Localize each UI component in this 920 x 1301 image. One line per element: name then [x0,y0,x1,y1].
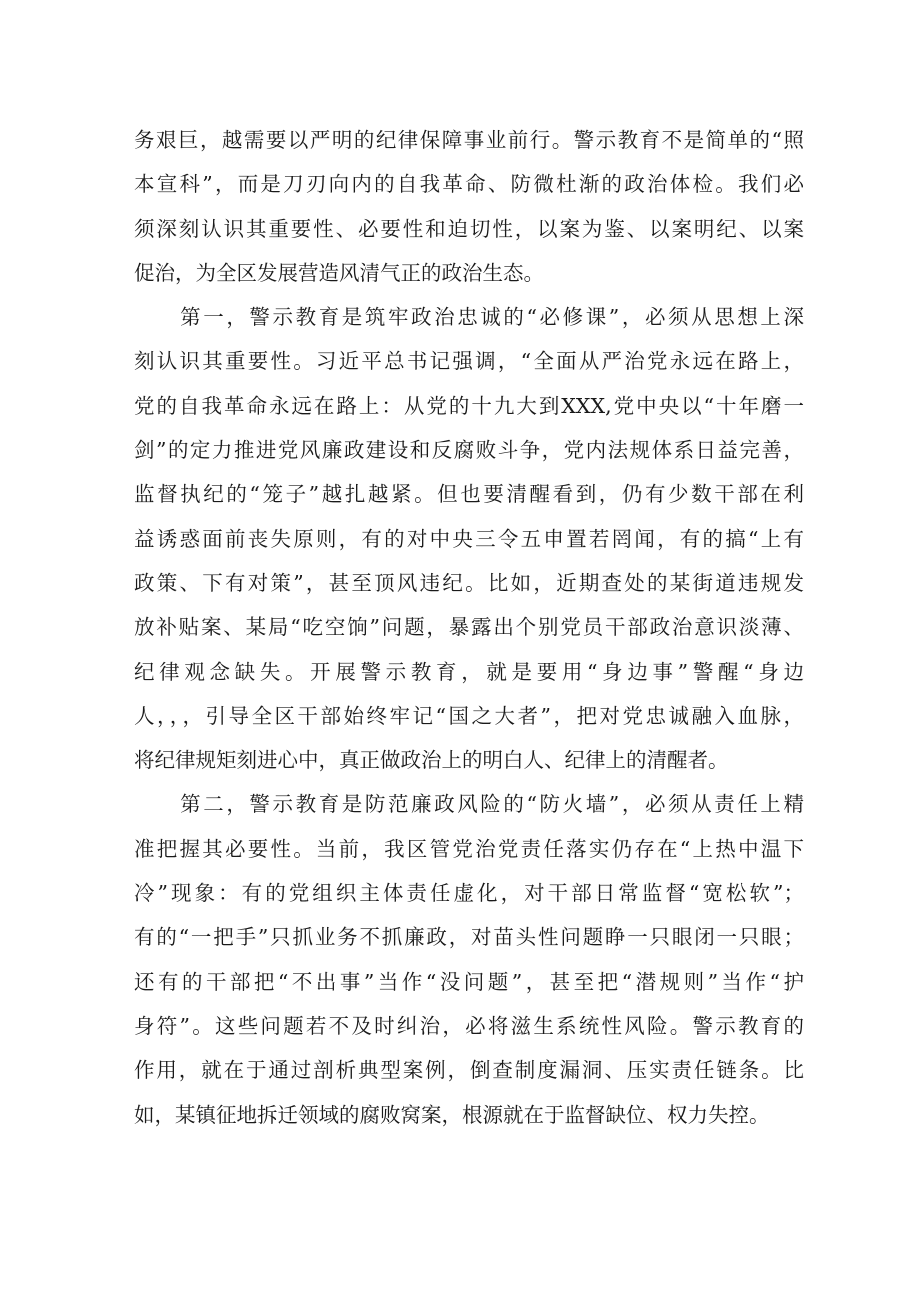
text-line: 刻认识其重要性。习近平总书记强调，“全面从严治党永远在路上， [134,349,804,374]
text-line: 如，某镇征地拆迁领域的腐败窝案，根源就在于监督缺位、权力失控。 [134,1102,770,1127]
text-line: 党的自我革命永远在路上：从党的十九大到XXX,党中央以“十年磨一 [134,393,804,418]
paragraph-1 [134,118,804,295]
paragraph-2 [134,295,804,782]
text-line: 身符”。这些问题若不及时纠治，必将滋生系统性风险。警示教育的 [134,1013,804,1038]
paragraph-3 [134,782,804,1136]
text-line: 准把握其必要性。当前，我区管党治党责任落实仍存在“上热中温下 [134,836,804,861]
text-line: 务艰巨，越需要以严明的纪律保障事业前行。警示教育不是简单的“照 [134,128,804,152]
text-line: 剑”的定力推进党风廉政建设和反腐败斗争，党内法规体系日益完善， [134,438,804,463]
text-line: 政策、下有对策”，甚至顶风违纪。比如，近期查处的某街道违规发 [134,570,804,595]
text-line: 第一，警示教育是筑牢政治忠诚的“必修课”，必须从思想上深 [134,305,804,330]
text-line: 第二，警示教育是防范廉政风险的“防火墙”，必须从责任上精 [134,792,804,817]
text-line: 促治，为全区发展营造风清气正的政治生态。 [134,260,544,285]
text-line: 益诱惑面前丧失原则，有的对中央三令五申置若罔闻，有的搞“上有 [134,526,804,551]
text-line: 还有的干部把“不出事”当作“没问题”，甚至把“潜规则”当作“护 [134,969,804,994]
text-line: 监督执纪的“笼子”越扎越紧。但也要清醒看到，仍有少数干部在利 [134,482,804,507]
text-line: 冷”现象：有的党组织主体责任虚化，对干部日常监督“宽松软”； [134,881,804,906]
text-line: 有的“一把手”只抓业务不抓廉政，对苗头性问题睁一只眼闭一只眼； [134,925,804,950]
text-line: 本宣科”，而是刀刃向内的自我革命、防微杜渐的政治体检。我们必 [134,172,804,197]
text-line: 人，，，引导全区干部始终牢记“国之大者”，把对党忠诚融入血脉， [134,703,804,728]
text-line: 作用，就在于通过剖析典型案例，倒查制度漏洞、压实责任链条。比 [134,1058,804,1083]
text-line: 须深刻认识其重要性、必要性和迫切性，以案为鉴、以案明纪、以案 [134,216,804,241]
document-body [134,118,804,1137]
text-line: 将纪律规矩刻进心中，真正做政治上的明白人、纪律上的清醒者。 [134,748,729,773]
text-line: 纪律观念缺失。开展警示教育，就是要用“身边事”警醒“身边 [134,659,804,684]
text-line: 放补贴案、某局“吃空饷”问题，暴露出个别党员干部政治意识淡薄、 [134,615,804,640]
